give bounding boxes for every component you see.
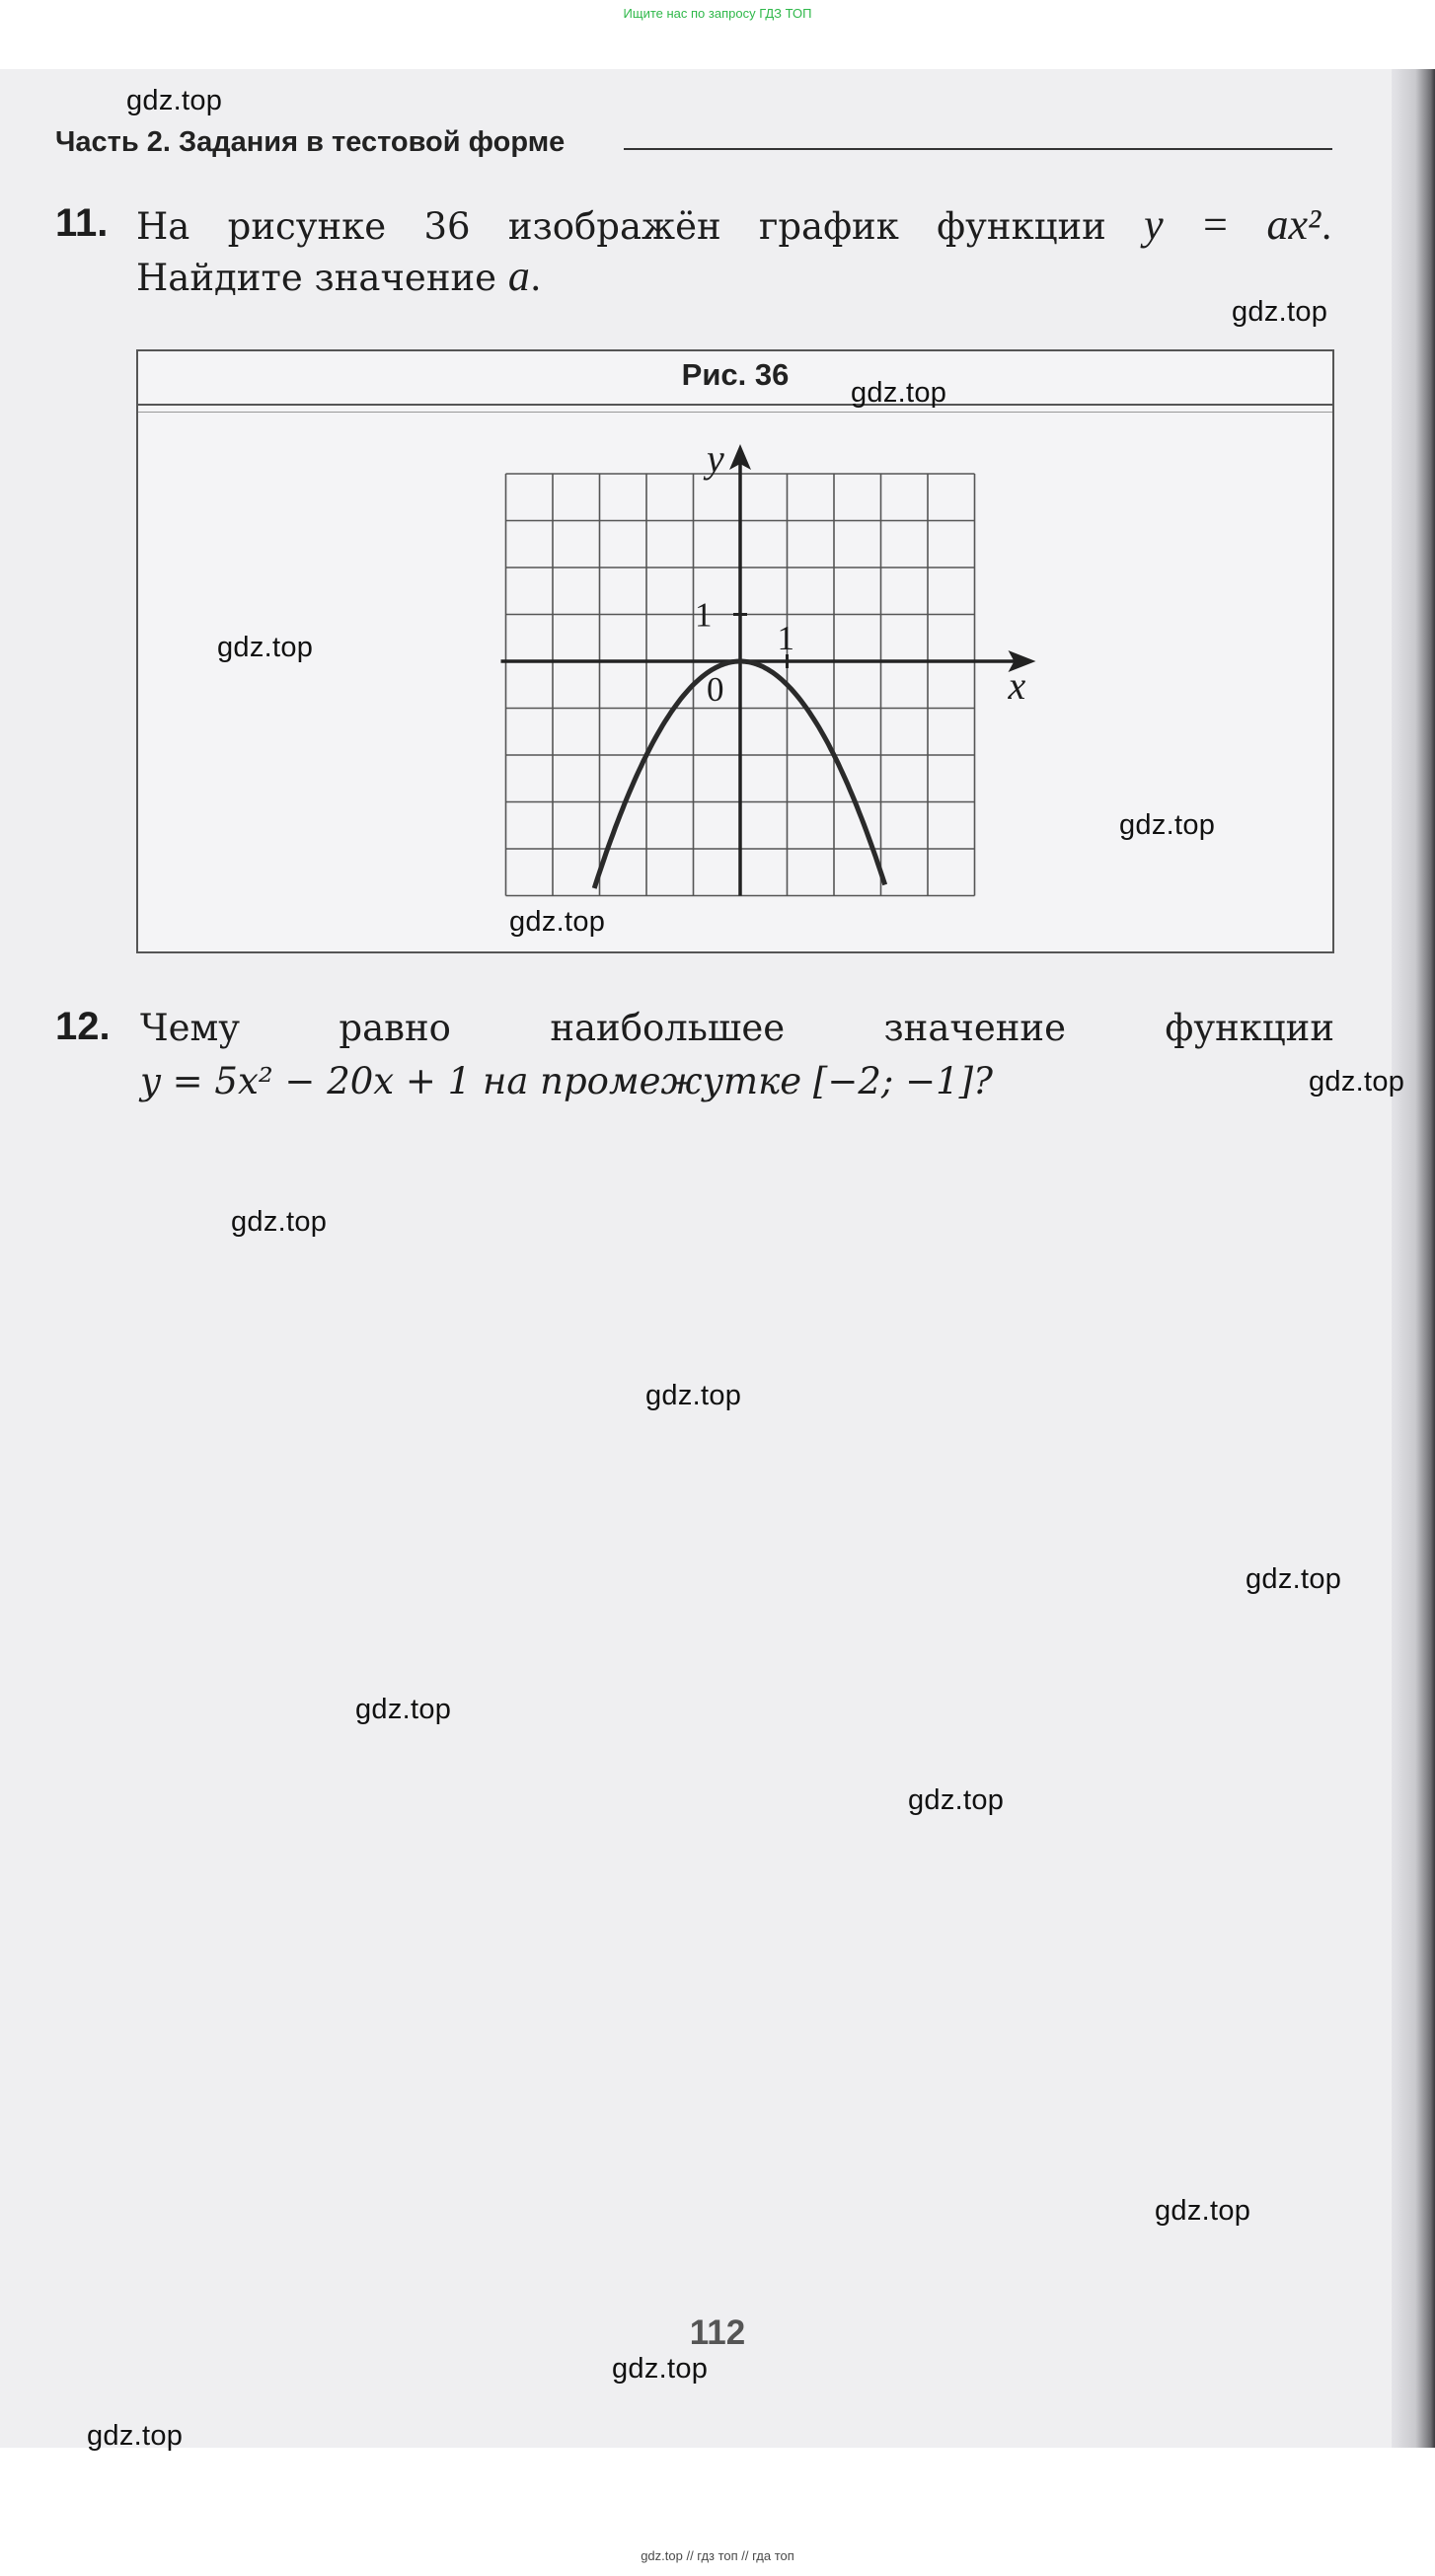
watermark: gdz.top xyxy=(908,1784,1005,1816)
top-banner[interactable]: Ищите нас по запросу ГДЗ ТОП xyxy=(623,6,812,21)
figure-caption: Рис. 36 xyxy=(681,357,790,392)
task-11-line-2 xyxy=(136,251,542,304)
page-number: 112 xyxy=(689,2313,746,2352)
y-axis-label: y xyxy=(707,436,724,481)
watermark: gdz.top xyxy=(1155,2195,1251,2227)
watermark: gdz.top xyxy=(231,1206,328,1238)
task-11-question: Найдите значение xyxy=(136,257,497,299)
section-header: Часть 2. Задания в тестовой форме xyxy=(55,126,566,158)
task-11-number: 11. xyxy=(55,201,109,245)
x-axis-label: x xyxy=(1008,663,1026,708)
watermark: gdz.top xyxy=(126,85,223,116)
task-12-line-2: y = 5x² − 20x + 1 на промежутке [−2; −1]? xyxy=(140,1060,993,1102)
task-11-period-2: . xyxy=(529,257,542,299)
section-divider xyxy=(624,148,1332,150)
watermark: gdz.top xyxy=(1309,1066,1405,1098)
watermark: gdz.top xyxy=(509,906,606,938)
task-11-formula: y = ax² xyxy=(1144,200,1322,249)
watermark: gdz.top xyxy=(87,2420,184,2452)
origin-label: 0 xyxy=(707,670,724,709)
watermark: gdz.top xyxy=(1119,809,1216,841)
task-11-period: . xyxy=(1321,205,1332,248)
parabola-graph xyxy=(138,351,1332,951)
watermark: gdz.top xyxy=(612,2353,709,2385)
task-11-text: На рисунке 36 изображён график функции xyxy=(136,205,1106,248)
y-tick-label: 1 xyxy=(695,595,713,635)
task-12-line-1: Чему равно наибольшее значение функции xyxy=(140,1007,1334,1049)
watermark: gdz.top xyxy=(1232,296,1328,328)
watermark: gdz.top xyxy=(217,632,314,663)
x-tick-label: 1 xyxy=(777,619,794,657)
bottom-banner[interactable]: gdz.top // гдз топ // гда топ xyxy=(641,2548,794,2563)
figure-36 xyxy=(136,349,1334,953)
task-11-line-1 xyxy=(136,199,1332,253)
task-12-number: 12. xyxy=(55,1005,111,1048)
watermark: gdz.top xyxy=(851,377,947,409)
watermark: gdz.top xyxy=(645,1380,742,1411)
watermark: gdz.top xyxy=(355,1694,452,1725)
watermark: gdz.top xyxy=(1246,1563,1342,1595)
page-edge-shadow xyxy=(1392,69,1435,2448)
task-11-variable: a xyxy=(507,252,530,300)
